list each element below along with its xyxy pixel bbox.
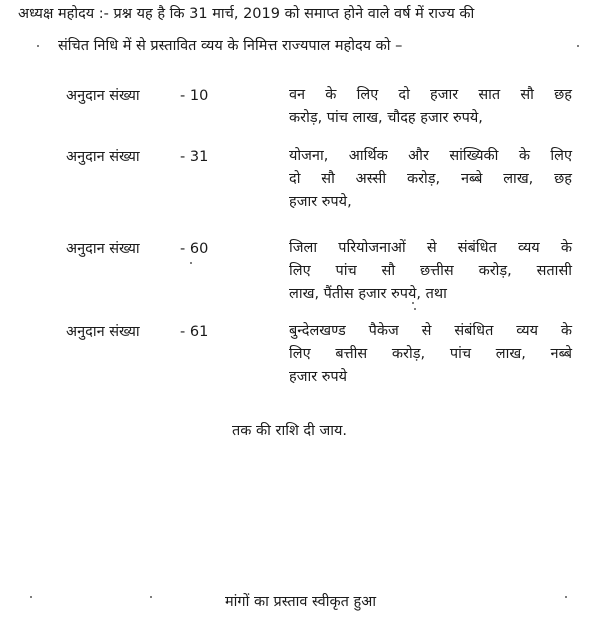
- grant-number: - 31: [180, 149, 209, 165]
- grant-description-line: दो सौ अस्सी करोड़, नब्बे लाख, छह: [289, 171, 572, 187]
- grant-label: अनुदान संख्या: [66, 324, 140, 340]
- grant-label: अनुदान संख्या: [66, 88, 140, 104]
- grant-description-line: वन के लिए दो हजार सात सौ छह: [289, 87, 572, 103]
- intro-line-1: अध्यक्ष महोदय :- प्रश्न यह है कि 31 मार्च, 2019 को समाप्त होने वाले वर्ष में राज्य की: [18, 6, 475, 22]
- grant-label: अनुदान संख्या: [66, 241, 140, 257]
- scan-speck: [577, 45, 579, 47]
- scan-speck: [37, 45, 39, 47]
- grant-description-line: हजार रुपये,: [289, 194, 352, 210]
- grant-description: [289, 320, 572, 389]
- intro-line-2: संचित निधि में से प्रस्तावित व्यय के निमित्त राज्यपाल महोदय को –: [58, 38, 403, 54]
- grant-description: [289, 145, 572, 214]
- grant-description-line: बुन्देलखण्ड पैकेज से संबंधित व्यय के: [289, 323, 572, 339]
- scan-speck: [565, 596, 567, 598]
- grant-number: - 60: [180, 241, 209, 257]
- grant-description-line: जिला परियोजनाओं से संबंधित व्यय के: [289, 240, 572, 256]
- scan-speck: [30, 596, 32, 598]
- grant-description: [289, 237, 572, 306]
- grant-description-line: हजार रुपये: [289, 369, 348, 385]
- grant-description-line: लाख, पैंतीस हजार रुपये, तथा: [289, 286, 447, 302]
- scan-speck: [190, 262, 192, 264]
- scan-speck: [412, 302, 414, 304]
- grant-description: [289, 84, 572, 130]
- closing-line: तक की राशि दी जाय.: [232, 423, 348, 439]
- scan-speck: [414, 308, 416, 310]
- grant-number: - 61: [180, 324, 209, 340]
- grant-label: अनुदान संख्या: [66, 149, 140, 165]
- result-line: मांगों का प्रस्ताव स्वीकृत हुआ: [225, 594, 377, 610]
- scan-speck: [150, 596, 152, 598]
- grant-description-line: करोड़, पांच लाख, चौदह हजार रुपये,: [289, 110, 483, 126]
- grant-number: - 10: [180, 88, 209, 104]
- grant-description-line: योजना, आर्थिक और सांख्यिकी के लिए: [289, 148, 572, 164]
- grant-description-line: लिए बत्तीस करोड़, पांच लाख, नब्बे: [289, 346, 572, 362]
- grant-description-line: लिए पांच सौ छत्तीस करोड़, सतासी: [289, 263, 572, 279]
